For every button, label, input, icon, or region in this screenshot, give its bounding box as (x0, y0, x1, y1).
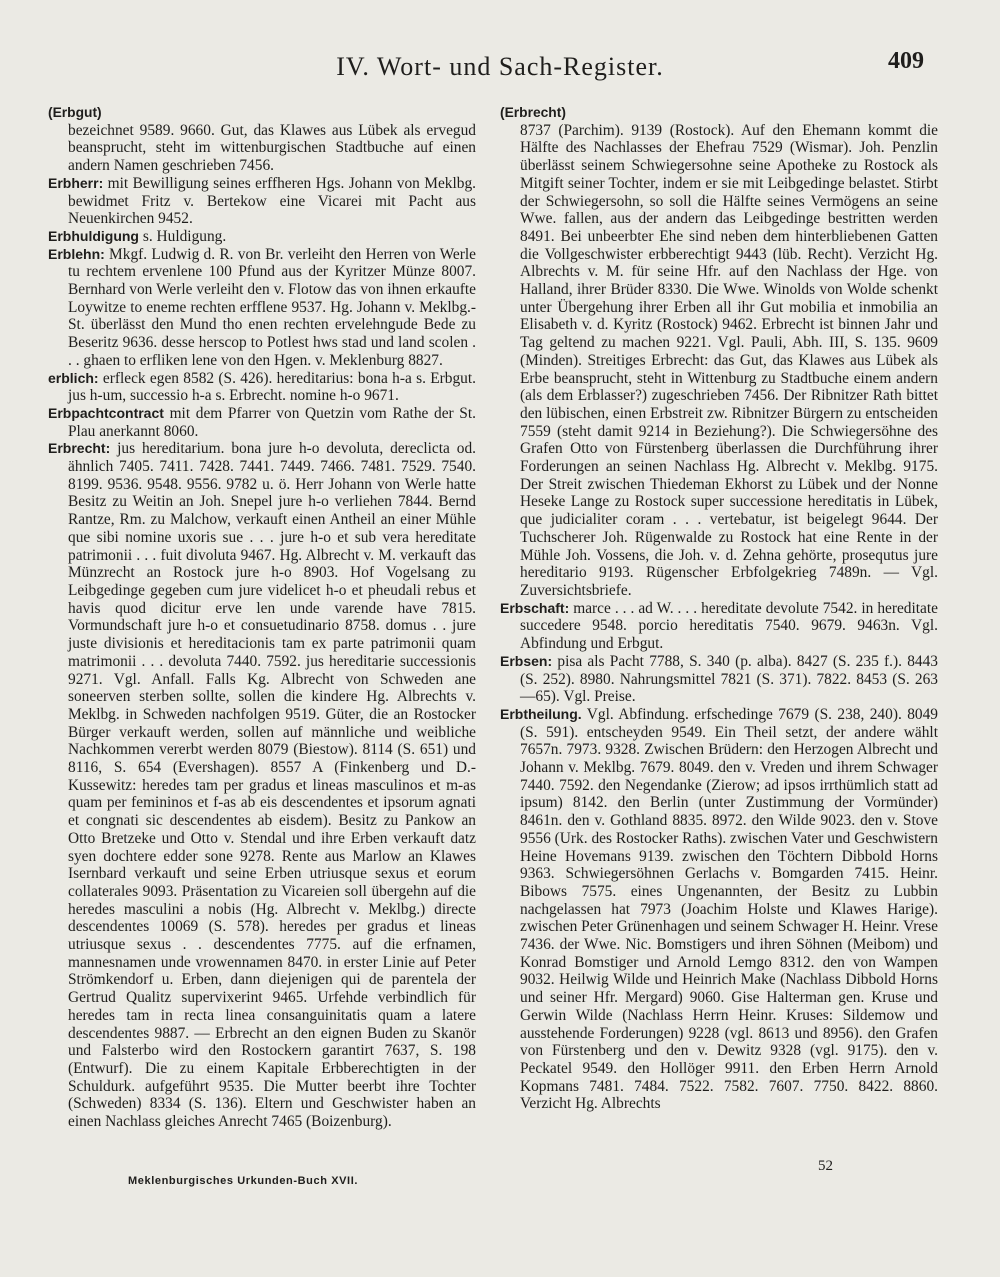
entry-text: jus hereditarium. bona jure h-o devoluta, dereclicta od. ähnlich 7405. 7411. 7428. 7441. 7449. 7466. 7481. 7529. 7540. 8199. 9536. 9548. 9556. 9782 u. ö. Herr Johann von Werle hatte Besitz zu Weitin an Joh. Snepel jure h-o verliehen 7844. Bernd Rantze, Rm. zu Malchow, verkauft einen Antheil an einer Mühle que sibi nomine uxoris sue . . . jure h-o et sub vera hereditate patrimonii . . . fuit divoluta 9467. Hg. Albrecht v. M. verkauft das Münzrecht an Rostock jure h-o 8903. Hof Vogelsang zu Leibgedinge gegeben cum jure videlicet h-o et pheudali rebus et havis quod dicitur erve len unde varende have 7815. Vormundschaft jure h-o et consuetudinario 8758. domus . . jure juste divisionis et hereditacionis tam ex parte patrimonii quam matrimonii . . . devoluta 7440. 7592. jus hereditarie successionis 9271. Vgl. Anfall. Falls Kg. Albrecht von Schweden ane soneerven sterben sollte, sollen die kindere Hg. Albrechts v. Meklbg. in Schweden nachfolgen 9519. Güter, die an Rostocker Bürger verkauft werden, sollen auf männliche und weibliche Nachkommen vererbt werden 8079 (Biestow). 8114 (S. 651) und 8116, S. 654 (Evershagen). 8557 A (Finkenberg und D.-Kussewitz: heredes tam per gradus et lineas masculinos et m-as quam per femininos et f-as ab eis descendentes et ipsorum agnati et congnati sic descendentes ab eisdem). Besitz zu Pankow an Otto Bretzeke und Otto v. Stendal und ihre Erben verkauft datz syen dochtere edder sone 9278. Rente aus Marlow an Klawes Isernbard verkauft und seine Erben utriusque sexus et eorum collaterales 9093. Präsentation zu Vicareien soll übergehn auf die heredes masculini a nobis (Hg. Albrecht v. Meklbg.) directe descendentes 10069 (S. 578). heredes per gradus et lineas utriusque sexus . . descendentes 7775. auf die erfnamen, mannesnamen unde vrowennamen 8470. in erster Linie auf Peter Strömkendorf u. Erben, dann diejenigen qui de parentela der Gertrud Qualitz supervixerint 9465. Urfehde verbindlich für heredes tam in recta linea consanguinitatis quam a latere descendentes 9887. — Erbrecht an den eignen Buden zu Skanör und Falsterbo wird den Rostockern garantirt 7637, S. 198 (Entwurf). Die zu einem Kapitale Erbberechtigten in der Schuldurk. aufgeführt 9535. Die Mutter beerbt ihre Tochter (Schweden) 8334 (S. 136). Eltern und Geschwister haben an einen Nachlass gleiches Anrecht 7465 (Boizenburg). (68, 440, 476, 1131)
entry-headword: Erbschaft: (500, 599, 570, 616)
page-number: 409 (888, 48, 924, 74)
entry-headword: Erbrecht: (48, 440, 111, 457)
entry-headword: Erbhuldigung (48, 227, 139, 244)
section-title: IV. Wort- und Sach-Register. (336, 52, 664, 81)
right-column (500, 104, 938, 1113)
entry-headword: Erbherr: (48, 174, 104, 191)
entry-text: Mkgf. Ludwig d. R. von Br. verleiht den Herren von Werle tu rechtem ervenlene 100 Pfund aus der Kyritzer Münze 8007. Bernhard von Werle verleiht den v. Flotow das von ihnen erkaufte Loywitze to eneme rechten erfflene 9537. Hg. Johann v. Meklbg.-St. überlässt den Mund tho enen rechten ervelehngude Bede zu Beseritz 9636. desse herscop to Potlest hws stad und land scolen . . . ghaen to erfliken lene von den Hgen. v. Meklenburg 8827. (68, 245, 476, 369)
entry-text: mit dem Pfarrer von Quetzin vom Rathe der St. Plau anerkannt 8060. (68, 404, 476, 440)
index-entry (48, 228, 476, 246)
running-head-left: (Erbgut) (48, 105, 102, 120)
entry-headword: Erblehn: (48, 245, 105, 262)
left-column (48, 104, 476, 1131)
index-entry (500, 653, 938, 706)
entry-text: pisa als Pacht 7788, S. 340 (p. alba). 8427 (S. 235 f.). 8443 (S. 252). 8980. Nahrungsmittel 7821 (S. 371). 7822. 8453 (S. 263—65). Vgl. Preise. (520, 652, 938, 706)
continuation-text-right: 8737 (Parchim). 9139 (Rostock). Auf den Ehemann kommt die Hälfte des Nachlasses der Ehefrau 7529 (Wismar). Joh. Penzlin überlässt seinem Schwiegersohne seine Apotheke zu Rostock als Mitgift seiner Tochter, indem er sie mit Leibgedinge belastet. Stirbt der Schwiegersohn, so soll die Hälfte seines Vermögens an seine Wwe. fallen, aus der andern das Leibgedinge bestritten werden 8491. Bei unbeerbter Ehe sind neben dem hinterbliebenen Gatten die Vollgeschwister erbberechtigt 9443 (lüb. Recht). Verzicht Hg. Albrechts v. M. für seine Hfr. auf den Nachlass der Hge. von Halland, ihrer Brüder 8330. Die Wwe. Winolds von Wolde schenkt unter Übergehung ihrer Erben all ihr Gut mobilia et inmobilia an Elisabeth v. d. Kyritz (Rostock) 9462. Erbrecht ist binnen Jahr und Tag geltend zu machen 9221. Vgl. Pauli, Abh. III, S. 135. 9609 (Minden). Streitiges Erbrecht: das Gut, das Klawes aus Lübek als Erbe beansprucht, steht in Wittenburg zu Stadtbuche einem andern (als dem Erblasser?) zugeschrieben 7456. Der Ribnitzer Rath bittet den lübischen, einen Erbstreit zw. Ribnitzer Bürgern zu entscheiden 7559 (steht damit 9214 in Beziehung?). Die Schwiegersöhne des Grafen Otto von Fürstenberg überlassen die Durchführung ihrer Forderungen an seinen Nachlass Hg. Albrecht v. Meklbg. 9175. Der Streit zwischen Thiedeman Ekhorst zu Lübek und der Nonne Heseke Lange zu Rostock super successione hereditatis in Lübek, que judicialiter coram . . . vertebatur, ist beigelegt 9644. Der Tuchscherer Joh. Rügenwalde zu Rostock hat eine Rente in der Mühle Joh. Vossens, die Joh. v. d. Zehna gehörte, prosequtus jure hereditario 9193. Rügenscher Erbfolgekrieg 7489n. — Vgl. Zuversichtsbriefe. (520, 121, 938, 599)
entry-text: mit Bewilligung seines erffheren Hgs. Johann von Meklbg. bewidmet Fritz v. Bertekow eine Vicarei mit Pacht aus Neuenkirchen 9452. (68, 174, 476, 228)
continuation-text-left: bezeichnet 9589. 9660. Gut, das Klawes aus Lübek als ervegud beansprucht, steht im wittenburgischen Stadtbuche auf einen andern Namen geschrieben 7456. (68, 121, 476, 175)
entry-text: s. Huldigung. (138, 227, 227, 245)
entry-headword: Erbpachtcontract (48, 404, 164, 421)
index-entry (48, 246, 476, 370)
entry-text: erfleck egen 8582 (S. 426). hereditarius: bona h-a s. Erbgut. jus h-um, successio h-a s. Erbrecht. nomine h-o 9671. (68, 369, 476, 405)
entry-headword: Erbtheilung. (500, 705, 582, 722)
index-entry (48, 440, 476, 1130)
index-entry (48, 175, 476, 228)
entry-text: Vgl. Abfindung. erfschedinge 7679 (S. 238, 240). 8049 (S. 591). entscheyden 9549. Ein Theil setzt, der andere wählt 7657n. 7973. 9328. Zwischen Brüdern: den Herzogen Albrecht und Johann v. Meklbg. 7679. 8049. den v. Vreden und ihrem Schwager 7440. 7592. den Negendanke (Zierow; ad ipsos irrthümlich statt ad ipsum) 8142. den Berlin (unter Zustimmung der Vormünder) 8461n. den v. Gothland 8835. 8972. den Wilde 9023. den v. Stove 9556 (Urk. des Rostocker Raths). zwischen Vater und Geschwistern Heine Hovemans 9139. zwischen den Töchtern Dibbold Horns 9363. Schwiegersöhnen Gerlachs v. Bomgarden 7415. Heinr. Bibows 7575. eines Ungenannten, der Besitz zu Lubbin nachgelassen hat 7973 (Joachim Holste und Klawes Harige). zwischen Peter Grünenhagen und seinem Schwager H. Heinr. Vrese 7436. der Wwe. Nic. Bomstigers und ihren Söhnen (Meibom) und Konrad Bomstiger und Arnold Lemgo 8312. den von Wampen 9032. Heilwig Wilde und Heinrich Make (Nachlass Dibbold Horns und seiner Hfr. Mergard) 9060. Gise Halterman gen. Kruse und Gerwin Wilde (Nachlass Herrn Heinr. Kruses: Sildemow und ausstehende Forderungen) 9228 (vgl. 8613 und 8956). den Grafen von Fürstenberg und den v. Dewitz 9328 (vgl. 9175). den v. Peckatel 9549. den Hollöger 9911. den Erben Herrn Arnold Kopmans 7481. 7484. 7522. 7582. 7607. 7750. 8422. 8860. Verzicht Hg. Albrechts (520, 705, 938, 1113)
index-entry (500, 706, 938, 1113)
signature-mark: 52 (818, 1158, 833, 1174)
index-entry (48, 370, 476, 405)
index-entry (48, 405, 476, 440)
index-entry (500, 600, 938, 653)
entry-headword: Erbsen: (500, 652, 553, 669)
entry-text: marce . . . ad W. . . . hereditate devolute 7542. in hereditate succedere 9548. porcio hereditatis 7540. 9679. 9463n. Vgl. Abfindung und Erbgut. (520, 599, 938, 653)
imprint-line: Meklenburgisches Urkunden-Buch XVII. (128, 1175, 359, 1187)
entry-headword: erblich: (48, 369, 99, 386)
page-header (0, 48, 1000, 92)
running-head-right: (Erbrecht) (500, 105, 566, 120)
